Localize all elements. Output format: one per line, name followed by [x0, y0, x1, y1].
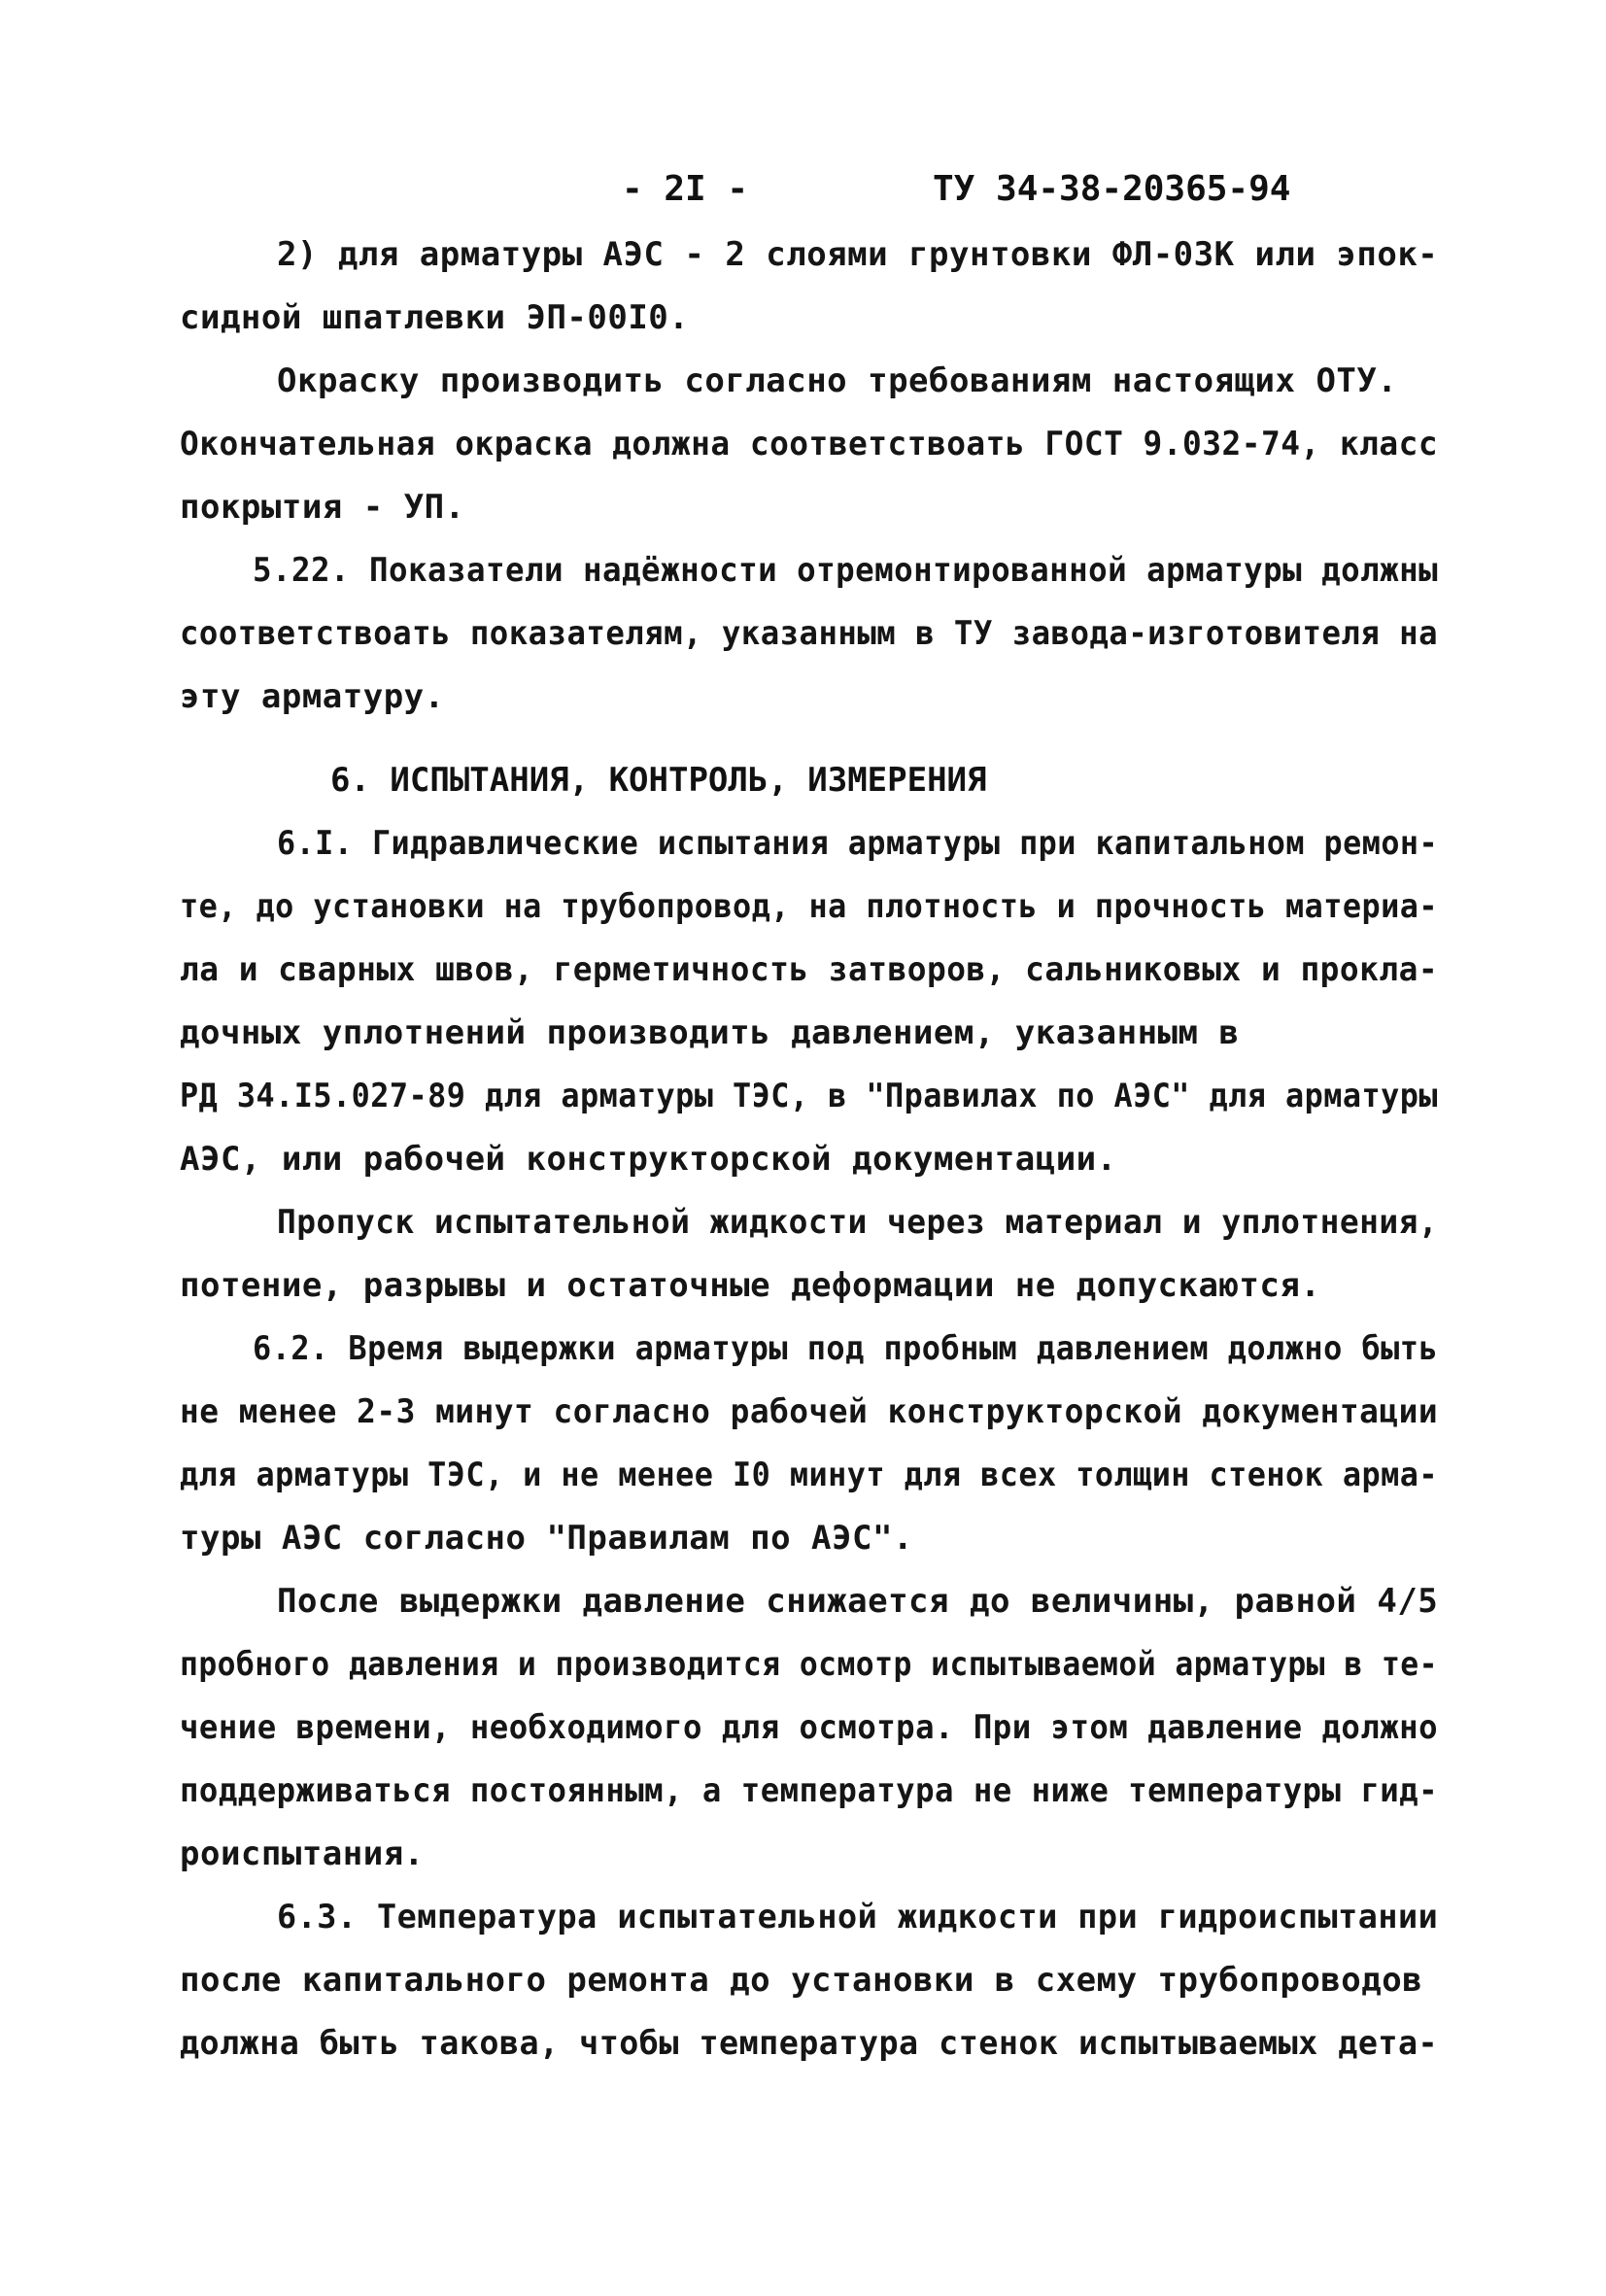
text-line: должна быть такова, чтобы температура стенок испытываемых дета- [180, 2024, 1439, 2063]
text-line: Окраску производить согласно требованиям настоящих ОТУ. [277, 361, 1398, 400]
page-number: - 2I - [622, 169, 749, 209]
text-line: те, до установки на трубопровод, на плотность и прочность материа- [180, 887, 1439, 926]
text-line: соответствоать показателям, указанным в ТУ завода-изготовителя на [180, 614, 1439, 653]
text-line: роиспытания. [180, 1834, 425, 1873]
text-line: РД 34.I5.027-89 для арматуры ТЭС, в "Правилах по АЭС" для арматуры [180, 1077, 1439, 1115]
text-line: покрытия - УП. [180, 488, 465, 527]
text-line: 6.2. Время выдержки арматуры под пробным давлением должно быть [253, 1329, 1439, 1368]
text-line: АЭС, или рабочей конструкторской документации. [180, 1140, 1117, 1179]
text-line: Пропуск испытательной жидкости через материал и уплотнения, [277, 1203, 1439, 1242]
text-line: дочных уплотнений производить давлением, указанным в [180, 1013, 1240, 1052]
text-line: Окончательная окраска должна соответствоать ГОСТ 9.032-74, класс [180, 425, 1439, 463]
text-line: 5.22. Показатели надёжности отремонтированной арматуры должны [253, 551, 1439, 590]
text-line: для арматуры ТЭС, и не менее I0 минут для всех толщин стенок арма- [180, 1456, 1439, 1494]
text-line: туры АЭС согласно "Правилам по АЭС". [180, 1519, 913, 1558]
text-line: эту арматуру. [180, 677, 445, 716]
text-line: чение времени, необходимого для осмотра. При этом давление должно [180, 1708, 1439, 1747]
text-line: 2) для арматуры АЭС - 2 слоями грунтовки ФЛ-03К или эпок- [277, 235, 1439, 274]
text-line: пробного давления и производится осмотр испытываемой арматуры в те- [180, 1645, 1438, 1684]
text-line: сидной шпатлевки ЭП-00I0. [180, 298, 690, 337]
text-line: не менее 2-3 минут согласно рабочей конструкторской документации [180, 1392, 1439, 1431]
text-line: потение, разрывы и остаточные деформации не допускаются. [180, 1266, 1321, 1305]
text-line: После выдержки давление снижается до величины, равной 4/5 [277, 1582, 1439, 1621]
section-heading: 6. ИСПЫТАНИЯ, КОНТРОЛЬ, ИЗМЕРЕНИЯ [330, 761, 987, 800]
document-code: ТУ 34-38-20365-94 [933, 169, 1291, 209]
text-line: 6.3. Температура испытательной жидкости при гидроиспытании [277, 1898, 1439, 1936]
text-line: ла и сварных швов, герметичность затворов, сальниковых и прокла- [180, 950, 1439, 989]
text-line: после капитального ремонта до установки в схему трубопроводов [180, 1961, 1423, 2000]
text-line: 6.I. Гидравлические испытания арматуры при капитальном ремон- [277, 824, 1439, 863]
text-line: поддерживаться постоянным, а температура не ниже температуры гид- [180, 1771, 1439, 1810]
